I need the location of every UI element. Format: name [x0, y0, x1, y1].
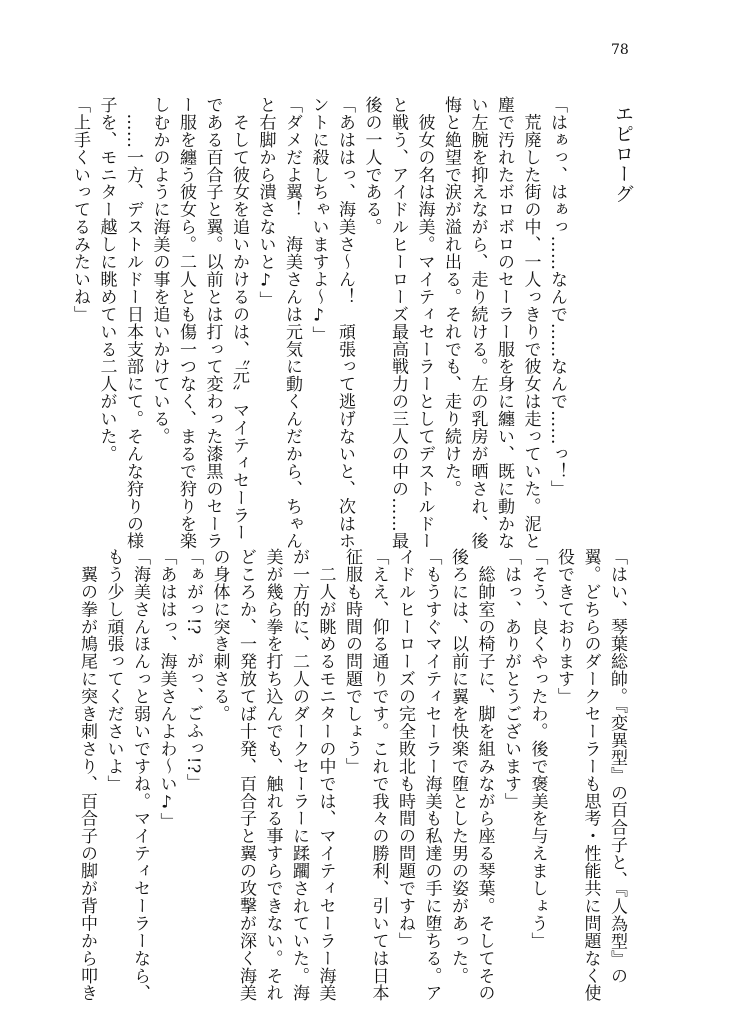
text-line: 「そう、良くやったわ。後で褒美を与えましょう」 [527, 548, 548, 950]
text-line: ……一方、デストルドー日本支部にて。そんな狩りの様 [123, 96, 143, 550]
text-line: 総帥室の椅子に、脚を組みながら座る琴葉。そしてその [474, 548, 495, 1002]
page-number: 78 [611, 42, 629, 58]
text-line: 悔と絶望で涙が溢れ出る。それでも、走り続けた。 [441, 96, 461, 498]
text-line: 「ええ、仰る通りです。これで我々の勝利、引いては日本 [368, 548, 389, 1002]
text-line: 後の一人である。 [361, 96, 382, 236]
text-line: 「上手くいってるみたいね」 [70, 96, 90, 323]
text-line: どころか、一発放てば十発、百合子と翼の攻撃が深く海美 [236, 548, 256, 1002]
chapter-title: エピローグ [612, 104, 634, 204]
text-line: 翼。どちらのダークセーラーも思考・性能共に問題なく使 [580, 548, 601, 1002]
text-line: 翼の拳が鳩尾に突き刺さり、百合子の脚が背中から叩き [77, 548, 97, 1002]
lower-text-block [74, 548, 631, 1002]
text-line: 「あははっ、海美さ～ん！ 頑張って逃げないと、次はホ [335, 96, 355, 550]
text-line: と右脚から潰さないと♪」 [255, 96, 276, 309]
text-line: い左腕を抑えながら、走り続ける。左の乳房が晒され、後 [467, 96, 488, 550]
text-line: そして彼女を追いかけるのは、〝元〟マイティセーラー [229, 96, 249, 542]
text-line: ー服を纏う彼女ら。二人とも傷一つなく、まるで狩りを楽 [176, 96, 196, 550]
text-line: と戦う、アイドルヒーローズ最高戦力の三人の中の……最 [388, 96, 408, 550]
text-line: 「はい、琴葉総帥。『変異型』の百合子と、『人為型』の [607, 548, 627, 985]
text-line: 「あははっ、海美さんよわ～い♪」 [156, 548, 177, 831]
text-line: が一方的に、二人のダークセーラーに蹂躙されていた。海 [289, 548, 309, 1002]
text-line: 「はぁっ、はぁっ……なんで……なんで……っ！」 [547, 96, 567, 498]
text-line: もう少し頑張ってくださいよ」 [103, 548, 124, 793]
text-line: 荒廃した街の中、一人っきりで彼女は走っていた。泥と [520, 96, 541, 550]
text-line: 二人が眺めるモニターの中では、マイティセーラー海美 [315, 548, 336, 1002]
text-line: 「ダメだよ翼！ 海美さんは元気に動くんだから、ちゃん [282, 96, 302, 550]
text-line: 塵で汚れたボロボロのセーラー服を身に纏い、既に動かな [494, 96, 514, 550]
text-line: の身体に突き刺さる。 [209, 548, 230, 723]
text-line: ントに殺しちゃいますよ～♪」 [308, 96, 329, 344]
upper-text-block [67, 96, 571, 550]
text-line: イドルヒーローズの完全敗北も時間の問題ですね」 [395, 548, 415, 950]
text-line: 「もうすぐマイティセーラー海美も私達の手に堕ちる。ア [421, 548, 442, 1002]
text-line: 征服も時間の問題でしょう」 [342, 548, 362, 775]
text-line: 「はっ、ありがとうございます」 [501, 548, 521, 810]
text-line: 彼女の名は海美。マイティセーラーとしてデストルドー [414, 96, 435, 550]
text-line: しむかのように海美の事を追いかけている。 [149, 96, 170, 445]
text-line: 子を、モニター越しに眺めている二人がいた。 [96, 96, 117, 463]
text-line: 美が幾ら拳を打ち込んでも、触れる事すらできない。それ [262, 548, 283, 1002]
text-line: 役できております」 [554, 548, 574, 706]
text-line: 「海美さんほんっと弱いですね。マイティセーラーなら、 [130, 548, 150, 1002]
text-line: 後ろには、以前に翼を快楽で堕とした男の姿があった。 [448, 548, 468, 985]
text-line: である百合子と翼。以前とは打って変わった漆黒のセーラ [202, 96, 223, 550]
text-line: 「ぁがっ!? がっ、ごふっ!?」 [183, 548, 203, 792]
